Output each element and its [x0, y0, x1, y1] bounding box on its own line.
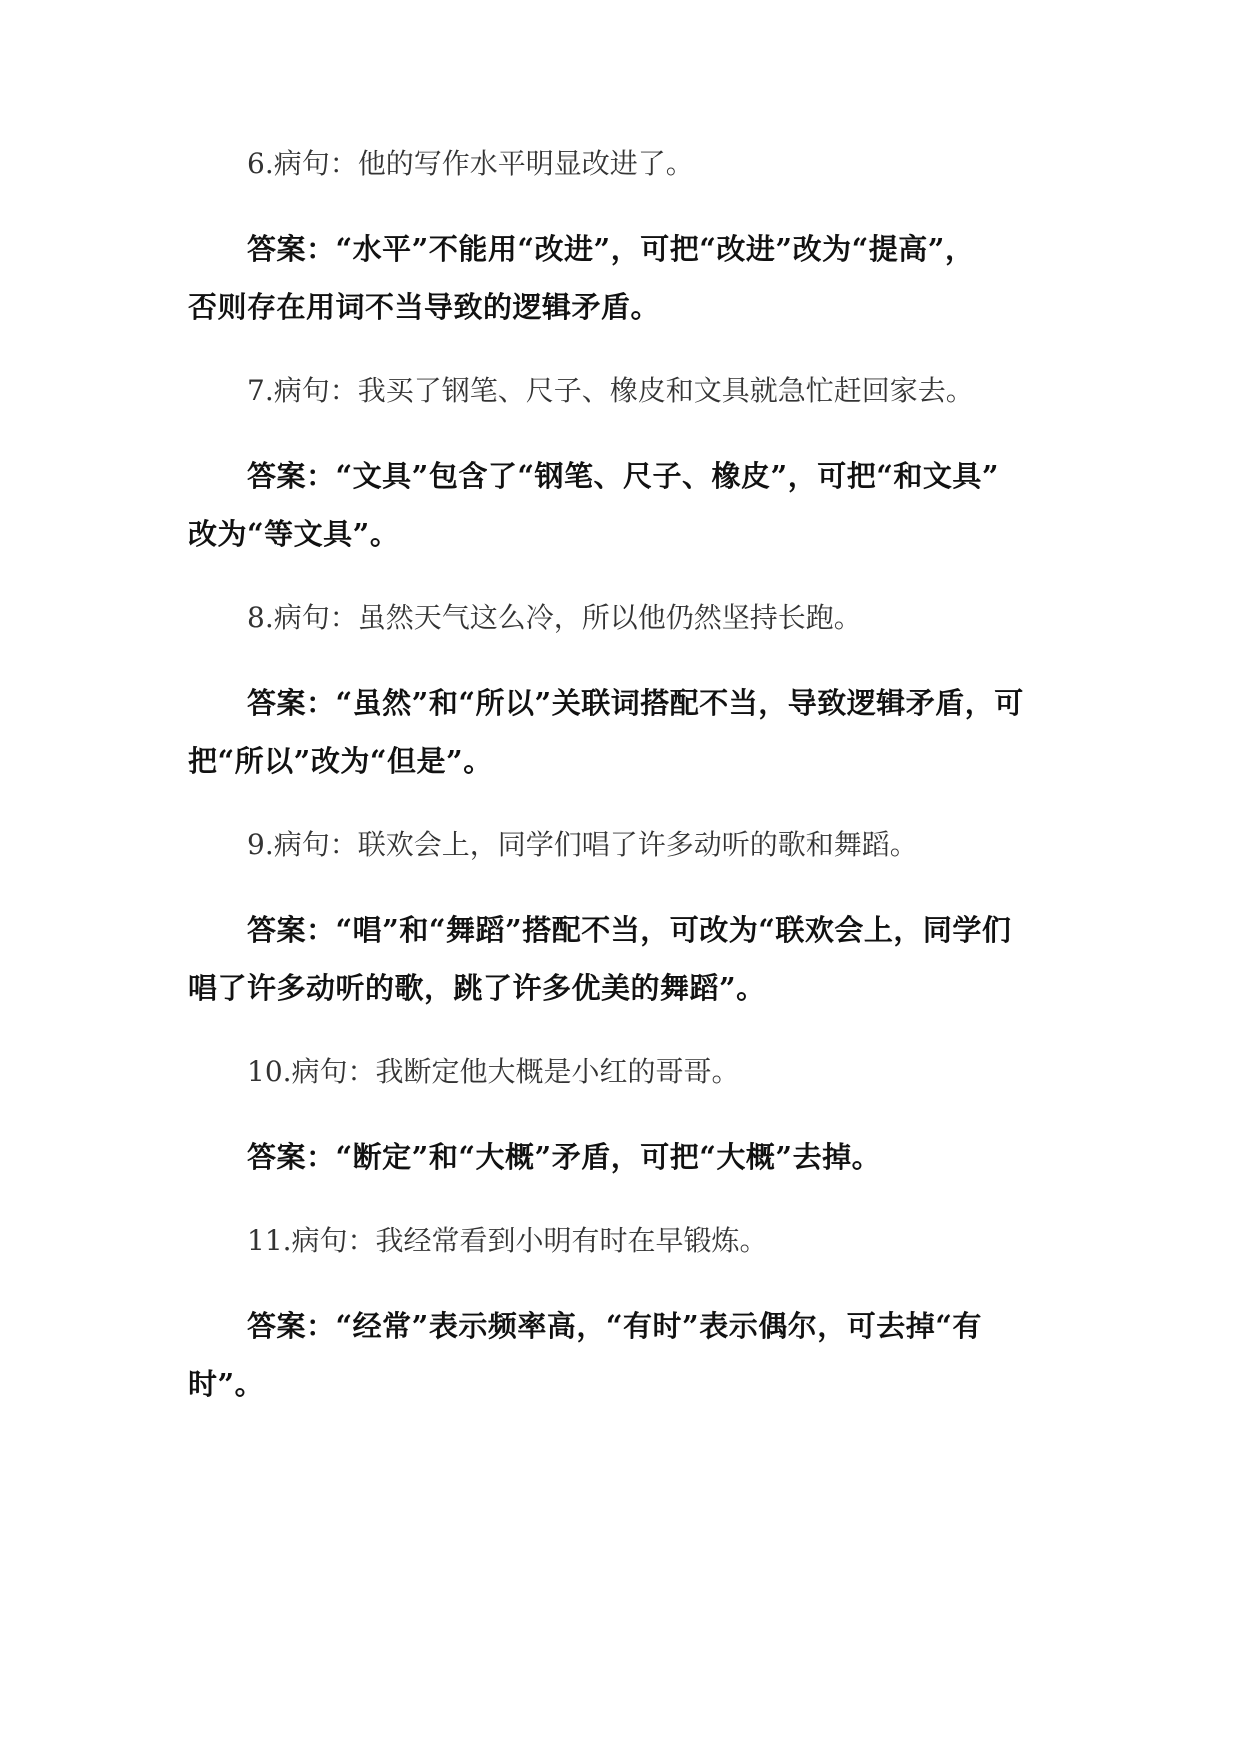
question-10: 10.病句：我断定他大概是小红的哥哥。 — [247, 1055, 740, 1088]
answer-11-line-2: 时”。 — [188, 1367, 265, 1401]
answer-8-line-1: 答案：“虽然”和“所以”关联词搭配不当，导致逻辑矛盾，可 — [247, 686, 1024, 720]
answer-8-line-2: 把“所以”改为“但是”。 — [188, 744, 493, 778]
answer-6-line-2: 否则存在用词不当导致的逻辑矛盾。 — [188, 290, 661, 324]
answer-9-line-1: 答案：“唱”和“舞蹈”搭配不当，可改为“联欢会上，同学们 — [247, 913, 1012, 947]
question-11: 11.病句：我经常看到小明有时在早锻炼。 — [247, 1224, 768, 1257]
answer-9-line-2: 唱了许多动听的歌，跳了许多优美的舞蹈”。 — [188, 971, 766, 1005]
answer-6-line-1: 答案：“水平”不能用“改进”，可把“改进”改为“提高”， — [247, 232, 975, 266]
answer-7-line-2: 改为“等文具”。 — [188, 517, 400, 551]
question-8: 8.病句：虽然天气这么冷，所以他仍然坚持长跑。 — [247, 601, 862, 634]
question-6: 6.病句：他的写作水平明显改进了。 — [247, 147, 694, 180]
question-9: 9.病句：联欢会上，同学们唱了许多动听的歌和舞蹈。 — [247, 828, 918, 861]
answer-7-line-1: 答案：“文具”包含了“钢笔、尺子、橡皮”，可把“和文具” — [247, 459, 1000, 493]
answer-11-line-1: 答案：“经常”表示频率高，“有时”表示偶尔，可去掉“有 — [247, 1309, 982, 1343]
question-7: 7.病句：我买了钢笔、尺子、橡皮和文具就急忙赶回家去。 — [247, 374, 974, 407]
answer-10-line-1: 答案：“断定”和“大概”矛盾，可把“大概”去掉。 — [247, 1140, 882, 1174]
